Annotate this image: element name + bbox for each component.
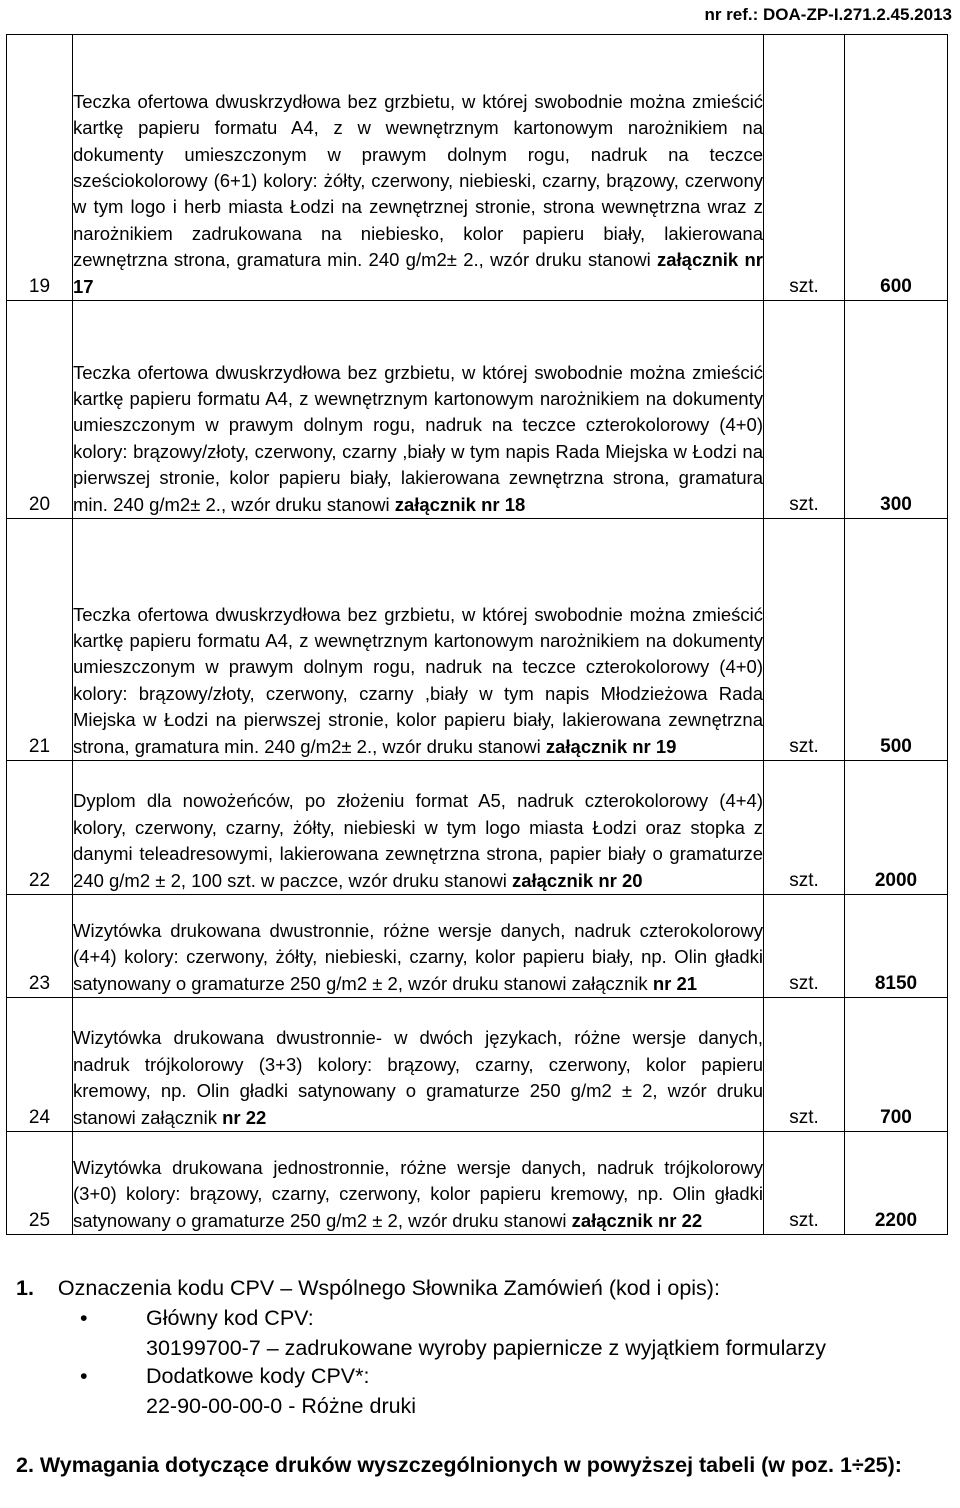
row-quantity: 300	[845, 301, 948, 519]
items-table	[6, 34, 948, 1235]
attachment-ref: załącznik nr 17	[73, 249, 763, 297]
extra-cpv-label: Dodatkowe kody CPV*:	[146, 1364, 370, 1388]
main-cpv-item	[80, 1306, 314, 1331]
table-row	[7, 761, 948, 895]
row-quantity: 2200	[845, 1132, 948, 1235]
main-cpv-label: Główny kod CPV:	[146, 1306, 314, 1330]
row-description	[73, 1132, 764, 1235]
attachment-ref: nr 21	[652, 972, 698, 994]
attachment-ref: załącznik nr 18	[394, 493, 526, 515]
row-description	[73, 519, 764, 761]
table-row	[7, 895, 948, 998]
row-number: 21	[7, 519, 73, 761]
bullet-icon: •	[80, 1364, 88, 1388]
description-text: Teczka ofertowa dwuskrzydłowa bez grzbietu, w której swobodnie można zmieścić kartkę papieru formatu A4, z wewnętrznym kartonowym narożnikiem na dokumenty umieszczonym w prawym dolnym rogu, nadruk na teczce czterokolorowy (4+0) kolory: brązowy/złoty, czerwony, czarny ,biały w tym napis Młodzieżowa Rada Miejska w Łodzi na pierwszej stronie, kolor papieru biały, lakierowana zewnętrzna strona, gramatura min. 240 g/m2± 2., wzór druku stanowi	[73, 603, 763, 757]
description-text: Dyplom dla nowożeńców, po złożeniu format A5, nadruk czterokolorowy (4+4) kolory, czerwony, czarny, żółty, niebieski w tym logo miasta Łodzi oraz stopka z danymi teleadresowymi, lakierowana zewnętrzna strona, papier biały o gramaturze 240 g/m2 ± 2, 100 szt. w paczce, wzór druku stanowi	[73, 790, 763, 891]
section-number: 1.	[16, 1276, 34, 1300]
extra-cpv-item	[80, 1364, 370, 1389]
row-quantity: 600	[845, 35, 948, 301]
description-text: Teczka ofertowa dwuskrzydłowa bez grzbietu, w której swobodnie można zmieścić kartkę papieru formatu A4, z w wewnętrznym kartonowym narożnikiem na dokumenty umieszczonym w prawym dolnym rogu, nadruk na teczce sześciokolorowy (6+1) kolory: żółty, czerwony, niebieski, czarny, brązowy, czerwony w tym logo i herb miasta Łodzi na zewnętrznej stronie, strona wewnętrzna wraz z narożnikiem zadrukowana na niebiesko, kolor papieru biały, lakierowana zewnętrzna strona, gramatura min. 240 g/m2± 2., wzór druku stanowi	[73, 90, 763, 271]
section-2-heading: 2. Wymagania dotyczące druków wyszczególnionych w powyższej tabeli (w poz. 1÷25):	[16, 1453, 902, 1477]
main-cpv-value: 30199700-7 – zadrukowane wyroby papiernicze z wyjątkiem formularzy	[146, 1336, 826, 1360]
row-unit: szt.	[764, 301, 845, 519]
extra-cpv-value: 22-90-00-00-0 - Różne druki	[146, 1394, 417, 1418]
row-description	[73, 301, 764, 519]
row-unit: szt.	[764, 998, 845, 1132]
section-1-heading	[16, 1274, 720, 1303]
row-unit: szt.	[764, 895, 845, 998]
row-quantity: 8150	[845, 895, 948, 998]
row-description	[73, 998, 764, 1132]
table-row	[7, 998, 948, 1132]
row-number: 25	[7, 1132, 73, 1235]
row-number: 23	[7, 895, 73, 998]
section-title: Oznaczenia kodu CPV – Wspólnego Słownika Zamówień (kod i opis):	[57, 1276, 720, 1300]
attachment-ref: załącznik nr 19	[545, 735, 677, 757]
row-description	[73, 35, 764, 301]
row-quantity: 2000	[845, 761, 948, 895]
row-unit: szt.	[764, 35, 845, 301]
row-number: 20	[7, 301, 73, 519]
description-text: Wizytówka drukowana jednostronnie, różne wersje danych, nadruk trójkolorowy (3+0) kolory: brązowy, czarny, czerwony, kolor papieru kremowy, np. Olin gładki satynowany o gramaturze 250 g/m2 ± 2, wzór druku stanowi	[73, 1156, 763, 1231]
table-row	[7, 35, 948, 301]
row-quantity: 700	[845, 998, 948, 1132]
row-unit: szt.	[764, 519, 845, 761]
bullet-icon: •	[80, 1306, 88, 1330]
description-text: Wizytówka drukowana dwustronnie, różne wersje danych, nadruk czterokolorowy (4+4) kolory: czerwony, żółty, niebieski, czarny, kolor papieru biały, np. Olin gładki satynowany o gramaturze 250 g/m2 ± 2, wzór druku stanowi załącznik	[73, 919, 763, 994]
attachment-ref: załącznik nr 20	[511, 869, 643, 891]
description-text: Wizytówka drukowana dwustronnie- w dwóch językach, różne wersje danych, nadruk trójkolorowy (3+3) kolory: brązowy, czarny, czerwony, kolor papieru kremowy, np. Olin gładki satynowany o gramaturze 250 g/m2 ± 2, wzór druku stanowi załącznik	[73, 1027, 763, 1128]
row-unit: szt.	[764, 1132, 845, 1235]
row-quantity: 500	[845, 519, 948, 761]
row-description	[73, 761, 764, 895]
description-text: Teczka ofertowa dwuskrzydłowa bez grzbietu, w której swobodnie można zmieścić kartkę papieru formatu A4, z wewnętrznym kartonowym narożnikiem na dokumenty umieszczonym w prawym dolnym rogu, nadruk na teczce czterokolorowy (4+0) kolory: brązowy/złoty, czerwony, czarny ,biały w tym napis Rada Miejska w Łodzi na pierwszej stronie, kolor papieru biały, lakierowana zewnętrzna strona, gramatura min. 240 g/m2± 2., wzór druku stanowi	[73, 361, 763, 515]
attachment-ref: nr 22	[222, 1106, 267, 1128]
table-row	[7, 301, 948, 519]
row-number: 19	[7, 35, 73, 301]
row-unit: szt.	[764, 761, 845, 895]
row-description	[73, 895, 764, 998]
reference-number: nr ref.: DOA-ZP-I.271.2.45.2013	[704, 5, 952, 24]
row-number: 24	[7, 998, 73, 1132]
attachment-ref: załącznik nr 22	[571, 1209, 703, 1231]
table-row	[7, 1132, 948, 1235]
row-number: 22	[7, 761, 73, 895]
table-row	[7, 519, 948, 761]
